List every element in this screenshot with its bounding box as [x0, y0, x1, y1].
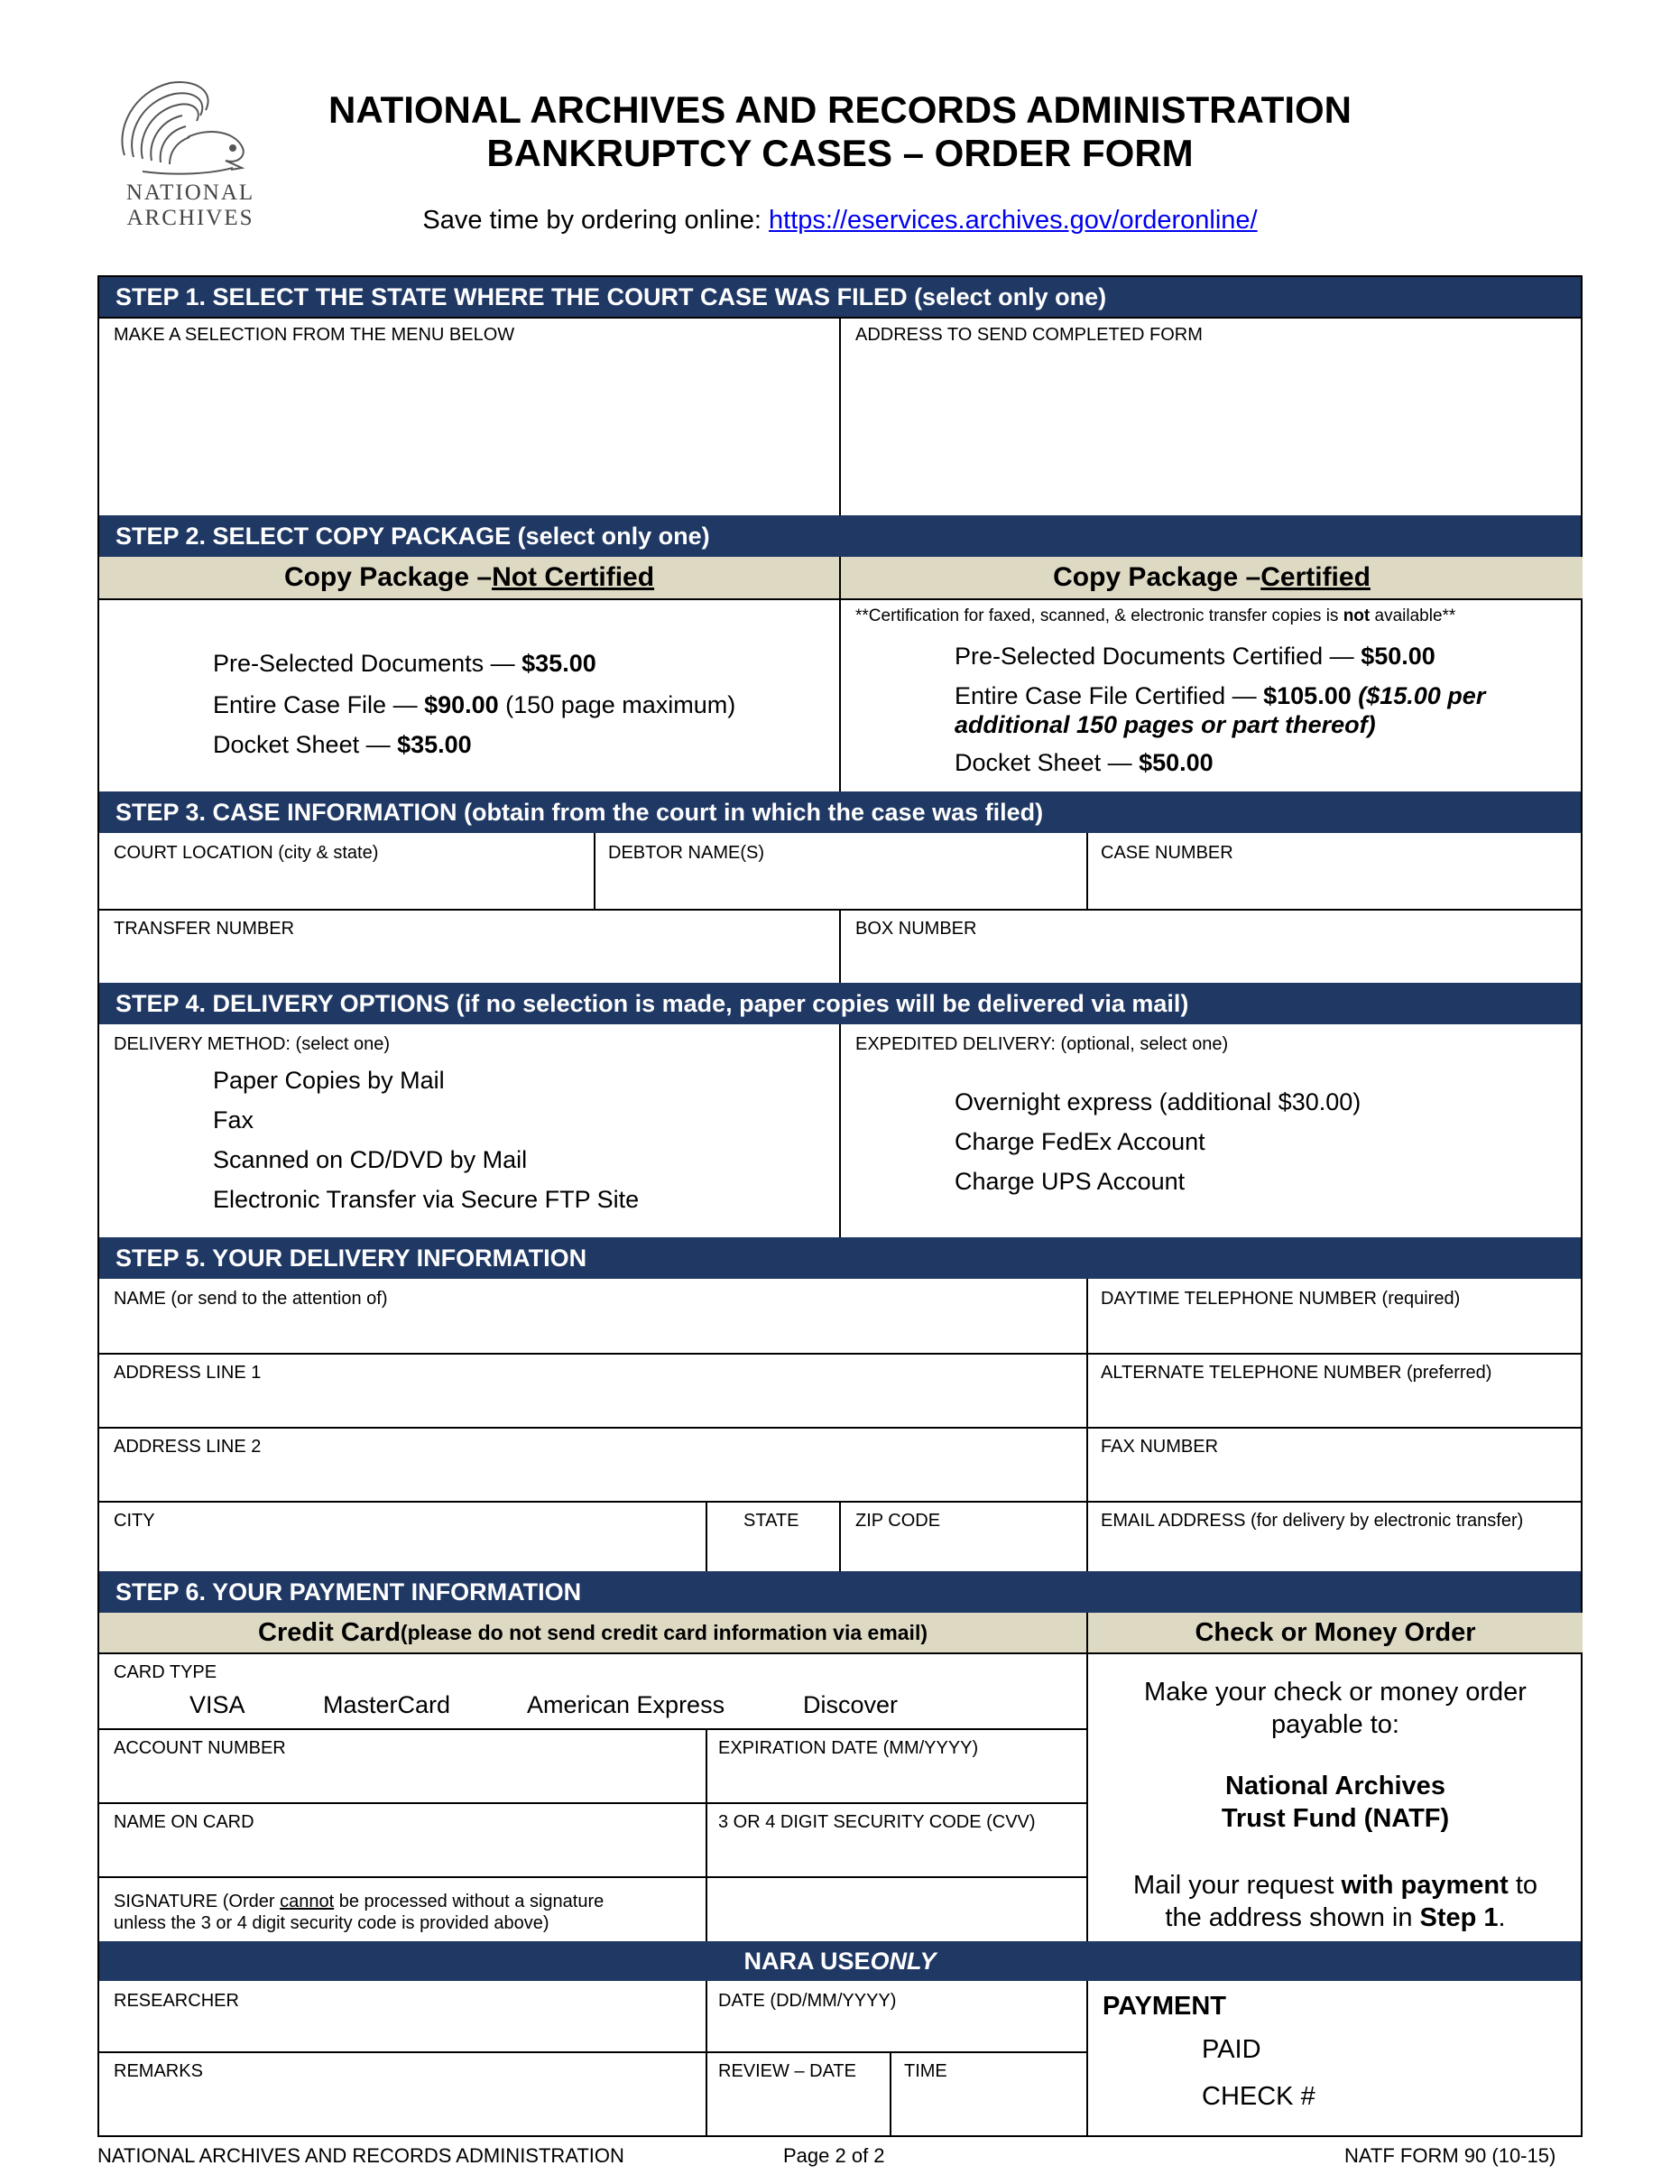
nara-date-field: DATE (DD/MM/YYYY) — [718, 1991, 897, 2011]
step1-header: STEP 1. SELECT THE STATE WHERE THE COURT CASE WAS FILED (select only one) — [99, 277, 1581, 317]
delivery-paper-mail[interactable]: Paper Copies by Mail — [213, 1067, 445, 1094]
logo-text-national: NATIONAL — [125, 180, 255, 205]
nara-use-header-prefix: NARA USE — [743, 1947, 871, 1975]
national-archives-logo — [106, 74, 274, 236]
delivery-cd-dvd[interactable]: Scanned on CD/DVD by Mail — [213, 1146, 528, 1173]
page-title: NATIONAL ARCHIVES AND RECORDS ADMINISTRATION — [328, 88, 1352, 131]
not-certified-heading — [99, 557, 839, 598]
card-type-label: CARD TYPE — [114, 1662, 217, 1682]
footer-form-number: NATF FORM 90 (10-15) — [1344, 2144, 1556, 2167]
card-type-mastercard[interactable]: MasterCard — [323, 1691, 451, 1718]
option-preselected-docs-certified[interactable]: Pre-Selected Documents Certified — $50.00 — [955, 643, 1435, 670]
step4-header: STEP 4. DELIVERY OPTIONS (if no selection is made, paper copies will be delivered via mail) — [99, 983, 1581, 1024]
check-instructions: Make your check or money order payable to: — [1144, 1678, 1527, 1739]
review-date-field: REVIEW – DATE — [718, 2061, 856, 2081]
zip-code-field[interactable]: ZIP CODE — [855, 1511, 941, 1531]
certified-heading — [841, 557, 1583, 598]
certified-heading-label: Certified — [1260, 562, 1371, 592]
nara-use-header — [99, 1941, 1581, 1981]
debtor-name-field[interactable]: DEBTOR NAME(S) — [608, 843, 764, 863]
fax-number-field[interactable]: FAX NUMBER — [1101, 1437, 1219, 1457]
credit-card-heading-label: Credit Card — [258, 1617, 401, 1647]
payment-label: PAYMENT — [1103, 1992, 1226, 2021]
expedited-ups[interactable]: Charge UPS Account — [955, 1168, 1186, 1195]
check-money-order-heading: Check or Money Order — [1088, 1613, 1583, 1652]
delivery-fax[interactable]: Fax — [213, 1106, 254, 1134]
credit-card-heading — [99, 1613, 1086, 1652]
box-number-field[interactable]: BOX NUMBER — [855, 919, 977, 939]
option-entire-case-file[interactable]: Entire Case File — $90.00 (150 page maximum) — [213, 691, 736, 718]
paid-label: PAID — [1202, 2035, 1261, 2064]
delivery-secure-ftp[interactable]: Electronic Transfer via Secure FTP Site — [213, 1186, 640, 1213]
signature-field[interactable]: SIGNATURE (Order cannot be processed without a signature unless the 3 or 4 digit security code is provided above) — [114, 1892, 605, 1933]
step6-header: STEP 6. YOUR PAYMENT INFORMATION — [99, 1571, 1581, 1613]
state-select-area[interactable] — [101, 349, 837, 512]
footer-agency: NATIONAL ARCHIVES AND RECORDS ADMINISTRATION — [97, 2144, 624, 2167]
certified-heading-prefix: Copy Package – — [1053, 562, 1261, 592]
delivery-name-field[interactable]: NAME (or send to the attention of) — [114, 1289, 388, 1309]
credit-card-heading-note: (please do not send credit card information via email) — [400, 1620, 928, 1644]
expedited-overnight[interactable]: Overnight express (additional $30.00) — [955, 1088, 1362, 1115]
logo-text-archives: ARCHIVES — [126, 206, 254, 230]
nara-use-header-only: ONLY — [870, 1947, 937, 1975]
card-type-amex[interactable]: American Express — [527, 1691, 725, 1718]
expedited-delivery-label: EXPEDITED DELIVERY: (optional, select one) — [855, 1034, 1229, 1054]
online-order-link[interactable]: https://eservices.archives.gov/orderonline/ — [769, 206, 1258, 235]
certification-note: **Certification for faxed, scanned, & electronic transfer copies is not available** — [855, 606, 1456, 625]
online-order-line — [271, 206, 1409, 236]
step5-header: STEP 5. YOUR DELIVERY INFORMATION — [99, 1237, 1581, 1279]
name-on-card-field[interactable]: NAME ON CARD — [114, 1812, 254, 1832]
expiration-date-field[interactable]: EXPIRATION DATE (MM/YYYY) — [718, 1738, 979, 1758]
security-code-field[interactable]: 3 OR 4 DIGIT SECURITY CODE (CVV) — [718, 1812, 1036, 1832]
researcher-field: RESEARCHER — [114, 1991, 239, 2011]
address-line2-field[interactable]: ADDRESS LINE 2 — [114, 1437, 262, 1457]
check-number-label: CHECK # — [1202, 2082, 1315, 2111]
state-select-label: MAKE A SELECTION FROM THE MENU BELOW — [114, 325, 515, 345]
option-docket-sheet-certified[interactable]: Docket Sheet — $50.00 — [955, 749, 1214, 776]
time-field: TIME — [904, 2061, 947, 2081]
transfer-number-field[interactable]: TRANSFER NUMBER — [114, 919, 295, 939]
account-number-field[interactable]: ACCOUNT NUMBER — [114, 1738, 286, 1758]
alternate-phone-field[interactable]: ALTERNATE TELEPHONE NUMBER (preferred) — [1101, 1363, 1492, 1383]
remarks-field: REMARKS — [114, 2061, 203, 2081]
court-location-field[interactable]: COURT LOCATION (city & state) — [114, 843, 379, 863]
not-certified-heading-label: Not Certified — [492, 562, 655, 592]
state-field[interactable]: STATE — [743, 1511, 799, 1531]
step2-header: STEP 2. SELECT COPY PACKAGE (select only one) — [99, 515, 1581, 557]
mail-instructions: Mail your request with payment to the address shown in Step 1. — [1132, 1871, 1538, 1932]
footer-page-number: Page 2 of 2 — [783, 2144, 885, 2167]
daytime-phone-field[interactable]: DAYTIME TELEPHONE NUMBER (required) — [1101, 1289, 1461, 1309]
send-address-label: ADDRESS TO SEND COMPLETED FORM — [855, 325, 1203, 345]
option-preselected-docs[interactable]: Pre-Selected Documents — $35.00 — [213, 650, 596, 677]
eagle-icon — [106, 74, 274, 182]
step3-header: STEP 3. CASE INFORMATION (obtain from the court in which the case was filed) — [99, 791, 1581, 833]
option-entire-case-file-certified[interactable]: Entire Case File Certified — $105.00 ($15.00 per — [955, 682, 1486, 709]
order-form — [97, 275, 1583, 2137]
expedited-fedex[interactable]: Charge FedEx Account — [955, 1128, 1205, 1155]
page-subtitle: BANKRUPTCY CASES – ORDER FORM — [486, 132, 1194, 174]
check-payee: National Archives Trust Fund (NATF) — [1221, 1772, 1450, 1833]
delivery-method-label: DELIVERY METHOD: (select one) — [114, 1034, 391, 1054]
option-docket-sheet[interactable]: Docket Sheet — $35.00 — [213, 731, 472, 758]
card-type-visa[interactable]: VISA — [189, 1691, 245, 1718]
not-certified-heading-prefix: Copy Package – — [283, 562, 493, 592]
email-address-field[interactable]: EMAIL ADDRESS (for delivery by electronic transfer) — [1101, 1511, 1524, 1531]
case-number-field[interactable]: CASE NUMBER — [1101, 843, 1233, 863]
card-type-discover[interactable]: Discover — [803, 1691, 899, 1718]
address-line1-field[interactable]: ADDRESS LINE 1 — [114, 1363, 262, 1383]
city-field[interactable]: CITY — [114, 1511, 155, 1531]
online-order-prompt: Save time by ordering online: — [422, 206, 770, 235]
option-certified-extra-pages: additional 150 pages or part thereof) — [955, 711, 1376, 738]
